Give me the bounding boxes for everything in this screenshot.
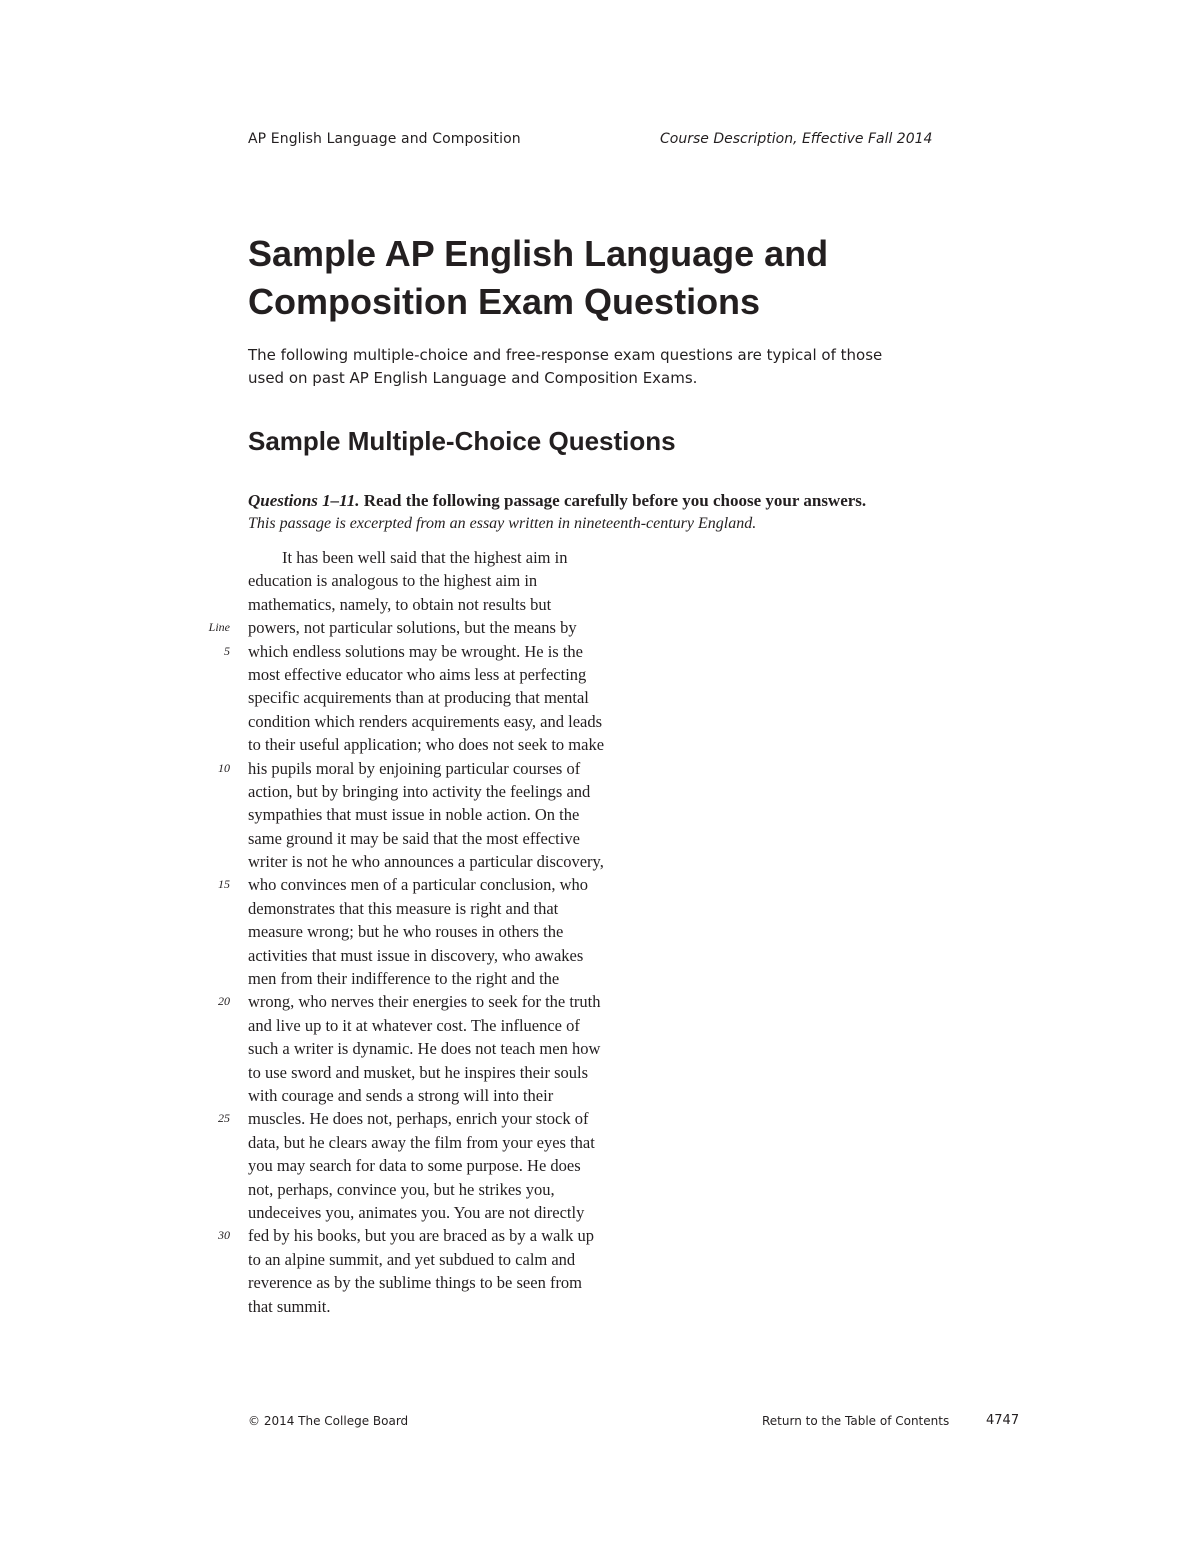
passage-line [248, 1201, 668, 1224]
passage-line [248, 780, 668, 803]
passage-line-text: not, perhaps, convince you, but he strikes you, [248, 1179, 555, 1199]
passage-line-text: same ground it may be said that the most effective [248, 828, 580, 848]
passage-line [248, 1131, 668, 1154]
question-instructions [248, 490, 968, 512]
passage-line [248, 1037, 668, 1060]
passage-line-text: action, but by bringing into activity the feelings and [248, 781, 591, 801]
passage-line-text: such a writer is dynamic. He does not teach men how [248, 1039, 601, 1059]
page-title [248, 230, 948, 326]
passage-line [248, 827, 668, 850]
table-of-contents-link[interactable]: Return to the Table of Contents [762, 1414, 950, 1428]
passage-line-text: that summit. [248, 1296, 331, 1316]
passage-line-text: muscles. He does not, perhaps, enrich your stock of [248, 1109, 589, 1129]
passage-line [248, 967, 668, 990]
passage-line [248, 897, 668, 920]
passage-line-text: to their useful application; who does not seek to make [248, 735, 605, 755]
passage-line-text: and live up to it at whatever cost. The influence of [248, 1015, 580, 1035]
passage-line [248, 546, 668, 569]
passage-line [248, 1178, 668, 1201]
passage-line [218, 1107, 668, 1130]
passage-line [248, 569, 668, 592]
passage-line-text: writer is not he who announces a particular discovery, [248, 852, 604, 872]
passage-line [208, 616, 668, 639]
line-number: Line [208, 620, 230, 635]
passage-line [248, 663, 668, 686]
passage-line-text: most effective educator who aims less at perfecting [248, 664, 587, 684]
section-heading: Sample Multiple-Choice Questions [248, 426, 676, 456]
question-instruction-text: Read the following passage carefully before you choose your answers. [359, 491, 867, 510]
page-number: 4747 [986, 1413, 1020, 1428]
line-number: 5 [224, 643, 230, 658]
intro-paragraph [248, 344, 968, 390]
passage-line-text: specific acquirements than at producing that mental [248, 688, 589, 708]
intro-line-2: used on past AP English Language and Composition Exams. [248, 369, 698, 387]
passage-line-text: fed by his books, but you are braced as by a walk up [248, 1226, 594, 1246]
passage-line [248, 710, 668, 733]
passage-line-text: undeceives you, animates you. You are not directly [248, 1202, 585, 1222]
intro-line-1: The following multiple-choice and free-response exam questions are typical of those [248, 346, 883, 364]
passage-line-text: mathematics, namely, to obtain not results but [248, 594, 552, 614]
passage-line-text: wrong, who nerves their energies to seek for the truth [248, 992, 601, 1012]
passage-line-text: demonstrates that this measure is right and that [248, 898, 559, 918]
page-title-line-2: Composition Exam Questions [248, 281, 761, 322]
passage-line-text: which endless solutions may be wrought. He is the [248, 641, 583, 661]
passage-line-text: sympathies that must issue in noble action. On the [248, 805, 580, 825]
passage-line [248, 1248, 668, 1271]
running-header-title: AP English Language and Composition [248, 131, 521, 147]
passage-line-text: who convinces men of a particular conclusion, who [248, 875, 588, 895]
passage-line-text: to use sword and musket, but he inspires their souls [248, 1062, 589, 1082]
passage-line [248, 803, 668, 826]
passage-line [248, 920, 668, 943]
passage-line-text: reverence as by the sublime things to be seen from [248, 1273, 583, 1293]
passage-line-text: It has been well said that the highest aim in [282, 548, 568, 567]
running-header-course-description: Course Description, Effective Fall 2014 [660, 131, 933, 147]
passage-line [218, 1224, 668, 1247]
question-range-label: Questions 1–11. [248, 491, 360, 510]
passage-line-text: to an alpine summit, and yet subdued to calm and [248, 1249, 576, 1269]
passage-line [248, 1154, 668, 1177]
passage-line-text: activities that must issue in discovery, who awakes [248, 945, 584, 965]
passage-line [218, 757, 668, 780]
passage-line-text: powers, not particular solutions, but the means by [248, 618, 577, 638]
passage-line [218, 990, 668, 1013]
line-number: 20 [218, 994, 230, 1009]
passage-line-text: data, but he clears away the film from your eyes that [248, 1132, 595, 1152]
page-title-line-1: Sample AP English Language and [248, 233, 829, 274]
passage-line [248, 944, 668, 967]
passage-line-text: men from their indifference to the right and the [248, 969, 560, 989]
passage-line [224, 640, 668, 663]
passage-line [248, 1061, 668, 1084]
line-number: 25 [218, 1111, 230, 1126]
passage-line [248, 1014, 668, 1037]
passage-line [248, 733, 668, 756]
passage-line-text: you may search for data to some purpose. He does [248, 1156, 581, 1176]
footer-copyright: © 2014 The College Board [248, 1414, 409, 1428]
passage-line [218, 873, 668, 896]
passage-line [248, 1271, 668, 1294]
passage-line-text: condition which renders acquirements easy, and leads [248, 711, 603, 731]
passage [208, 546, 668, 1318]
line-number: 30 [218, 1228, 230, 1243]
line-number: 10 [218, 760, 230, 775]
passage-line [248, 686, 668, 709]
passage-line-text: with courage and sends a strong will into their [248, 1085, 554, 1105]
passage-line [248, 1084, 668, 1107]
passage-source-note: This passage is excerpted from an essay written in nineteenth-century England. [248, 515, 757, 532]
passage-line-text: education is analogous to the highest aim in [248, 571, 538, 591]
passage-line [248, 1295, 668, 1318]
passage-line [248, 593, 668, 616]
passage-line-text: his pupils moral by enjoining particular courses of [248, 758, 581, 778]
passage-line-text: measure wrong; but he who rouses in others the [248, 922, 564, 942]
line-number: 15 [218, 877, 230, 892]
passage-line [248, 850, 668, 873]
